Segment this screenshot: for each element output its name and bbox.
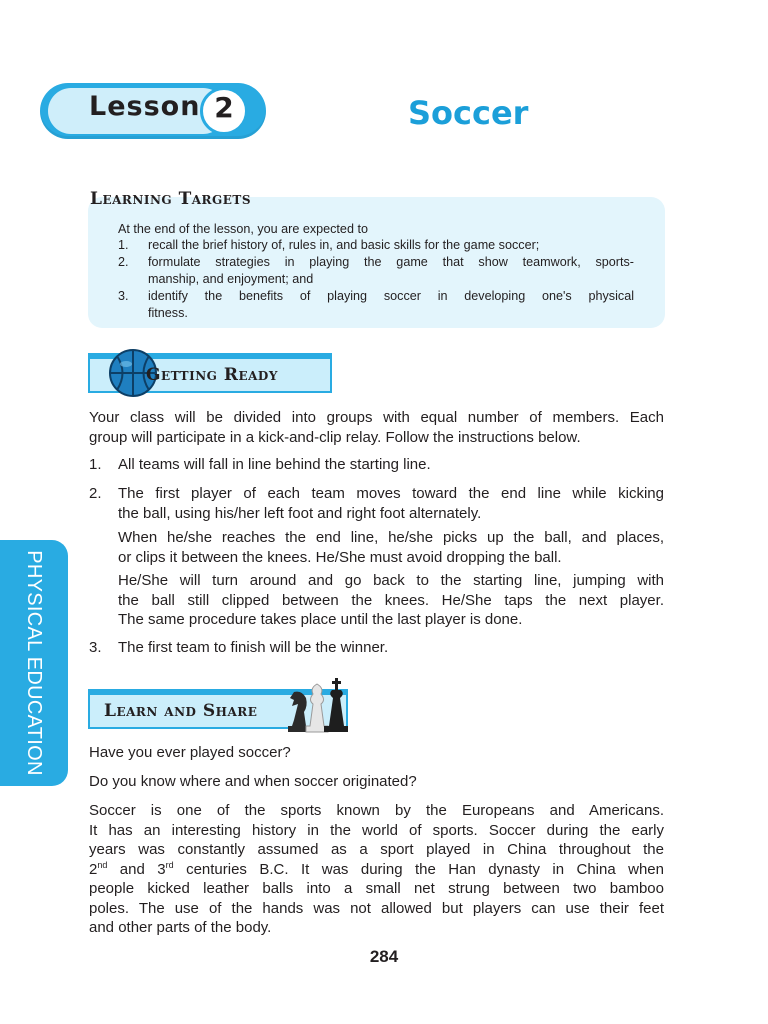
- question: Have you ever played soccer?: [89, 744, 291, 761]
- text-line: the ball, using his/her left foot and right foot alternately.: [118, 504, 482, 522]
- learning-targets-intro: At the end of the lesson, you are expected to: [118, 222, 368, 236]
- text-line: years was constantly assumed as a sport played in China throughout the: [89, 841, 664, 858]
- page-number: 284: [369, 947, 399, 966]
- learning-targets-heading: Learning Targets: [90, 189, 252, 209]
- learning-target-number: 2.: [118, 255, 129, 269]
- getting-ready-intro: [89, 408, 664, 447]
- text-line: It has an interesting history in the world of sports. Soccer during the early: [89, 821, 664, 839]
- text-fragment: and: [107, 860, 158, 878]
- learning-target-number: 3.: [118, 289, 129, 303]
- learning-target-text: manship, and enjoyment; and: [148, 272, 314, 286]
- question: Do you know where and when soccer originated?: [89, 773, 417, 790]
- history-paragraph: [89, 801, 664, 938]
- lesson-label: Lesson: [89, 91, 201, 122]
- text-line: [89, 860, 664, 880]
- text-line: When he/she reaches the end line, he/she picks up the ball, and places,: [118, 529, 664, 546]
- ordinal-suffix: rd: [165, 859, 174, 870]
- learning-target-number: 1.: [118, 238, 129, 252]
- learning-target-text: fitness.: [148, 306, 188, 320]
- ordinal-number: 3: [157, 860, 166, 878]
- step-text: All teams will fall in line behind the starting line.: [118, 456, 431, 473]
- ordinal-number: 2: [89, 860, 98, 878]
- step-number: 3.: [89, 639, 102, 656]
- getting-ready-heading: Getting Ready: [146, 365, 278, 385]
- step-number: 1.: [89, 456, 102, 473]
- learning-target-text: recall the brief history of, rules in, and basic skills for the game soccer;: [148, 238, 540, 252]
- step-number: 2.: [89, 485, 102, 502]
- step-paragraph: [118, 571, 664, 630]
- text-line: people kicked leather balls into a small net strung between two bamboo: [89, 880, 664, 897]
- ordinal-suffix: nd: [97, 859, 108, 870]
- step-paragraph: [118, 528, 664, 567]
- text-line: The same procedure takes place until the last player is done.: [118, 611, 523, 628]
- text-line: and other parts of the body.: [89, 919, 272, 936]
- text-line: or clips it between the knees. He/She must avoid dropping the ball.: [118, 548, 562, 566]
- text-line: Your class will be divided into groups with equal number of members. Each: [89, 409, 664, 426]
- text-line: The first player of each team moves toward the end line while kicking: [118, 485, 664, 502]
- text-line: the ball still clipped between the knees. He/She taps the next player.: [118, 591, 664, 609]
- chess-pieces-icon: [284, 676, 350, 734]
- subject-label: PHYSICAL EDUCATION: [23, 550, 45, 776]
- text-line: Soccer is one of the sports known by the Europeans and Americans.: [89, 802, 664, 819]
- step-paragraph: [118, 484, 664, 523]
- text-line: poles. The use of the hands was not allowed but players can use their feet: [89, 899, 664, 917]
- lesson-title: Soccer: [408, 94, 529, 132]
- step-text: The first team to finish will be the winner.: [118, 639, 389, 656]
- text-line: group will participate in a kick-and-clip relay. Follow the instructions below.: [89, 428, 581, 446]
- text-line: He/She will turn around and go back to the starting line, jumping with: [118, 572, 664, 589]
- learning-target-text: formulate strategies in playing the game that show teamwork, sports-: [148, 255, 634, 269]
- learning-target-text: identify the benefits of playing soccer in developing one's physical: [148, 289, 634, 303]
- learn-and-share-heading: Learn and Share: [104, 701, 258, 721]
- text-fragment: centuries B.C. It was during the Han dynasty in China when: [173, 860, 664, 878]
- lesson-number: 2: [214, 91, 234, 124]
